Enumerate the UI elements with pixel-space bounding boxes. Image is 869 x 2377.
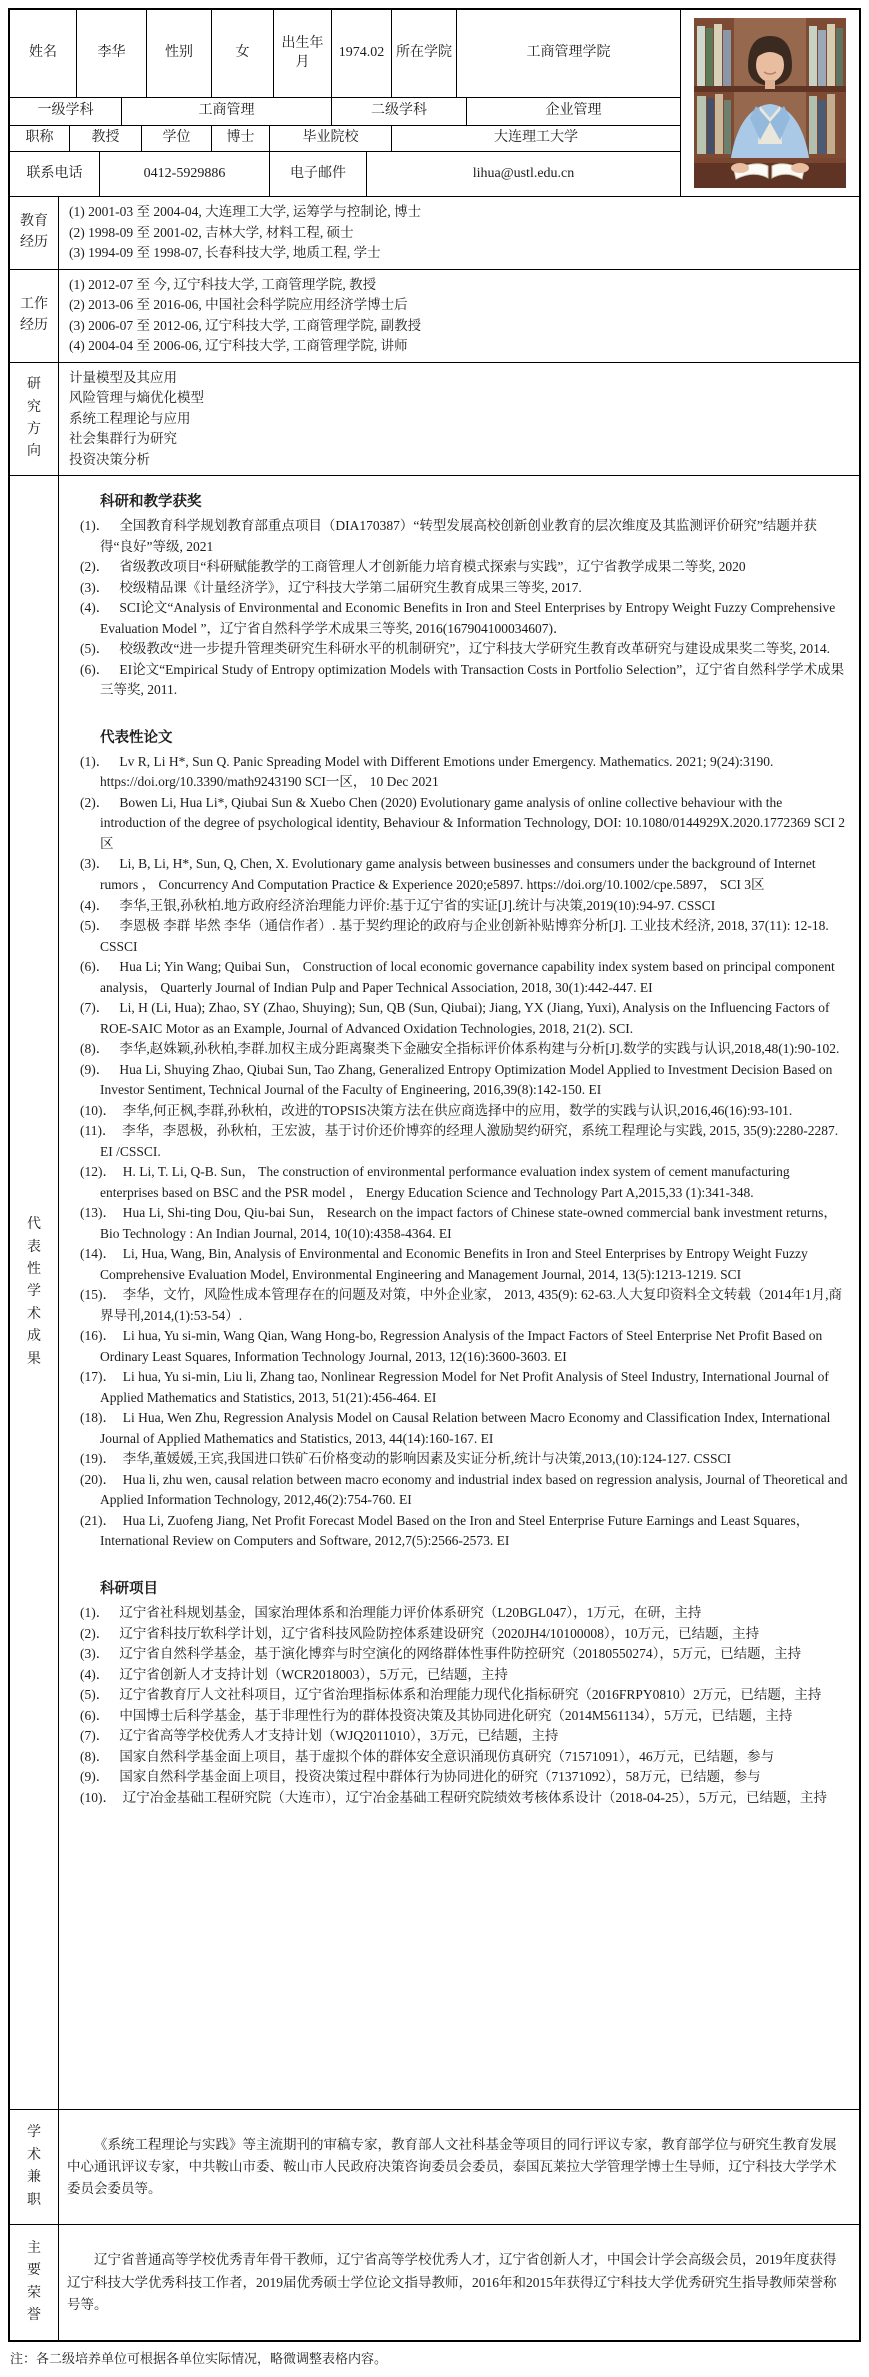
discipline1-value: 工商管理 xyxy=(122,98,332,125)
work-label-text: 工作经历 xyxy=(20,297,48,333)
row-identity xyxy=(10,10,680,98)
list-item: (4) 2004-04 至 2006-06, 辽宁科技大学, 工商管理学院, 讲师 xyxy=(69,338,408,354)
list-item: (10)． 李华,何正枫,李群,孙秋柏，改进的TOPSIS决策方法在供应商选择中的应用，数学的实践与认识,2016,46(16):93-101. xyxy=(80,1102,793,1118)
row-work xyxy=(10,270,859,363)
discipline2-label: 二级学科 xyxy=(332,98,467,125)
row-disciplines xyxy=(10,98,680,126)
research-list xyxy=(59,363,859,476)
list-item: (8)． 李华,赵姝颖,孙秋柏,李群.加权主成分距离聚类下金融安全指标评价体系构建与分析[J].数学的实践与认识,2018,48(1):90-102. xyxy=(80,1041,840,1057)
list-item: (7)． Li, H (Li, Hua); Zhao, SY (Zhao, Shuying); Sun, QB (Sun, Qiubai); Jiang, YX (Jiang, Yuxi), Analysis on the Influencing Factors of ROE-SAIC Motor as an Example, Journal of Advanced Oxidation Technologies, 2018, 21(2). SCI. xyxy=(80,1000,830,1036)
list-item: (2) 1998-09 至 2001-02, 吉林大学, 材料工程, 硕士 xyxy=(69,224,354,240)
positions-label xyxy=(10,2110,59,2224)
gender-value: 女 xyxy=(212,10,274,97)
list-item: (16)． Li hua, Yu si-min, Wang Qian, Wang Hong-bo, Regression Analysis of the Impact Factors of Steel Enterprise Net Profit Based on Ordinary Least Squares, Information Technology Journal, 2013, 12(16):3600-3603. EI xyxy=(80,1328,823,1364)
projects-list xyxy=(67,1603,849,1808)
list-item: (1)． Lv R, Li H*, Sun Q. Panic Spreading Model with Different Emotions under Emergency. Mathematics. 2021; 9(24):3190. https://doi.org/10.3390/math9243190 SCI一区， 10 Dec 2021 xyxy=(80,753,774,790)
honors-text: 辽宁省普通高等学校优秀青年骨干教师，辽宁省高等学校优秀人才，辽宁省创新人才，中国会计学会高级会员，2019年度获得辽宁科技大学优秀科技工作者，2019届优秀硕士学位论文指导教师，2016年和2015年获得辽宁科技大学优秀研究生指导教师荣誉称号等。 xyxy=(67,2252,837,2312)
list-item: (3)． Li, B, Li, H*, Sun, Q, Chen, X. Evolutionary game analysis between businesses and consumers under the background of Internet rumors ， Concurrency And Computation Practice & Experience 2020;e5897. https://doi.org/10.1002/cpe.5897， SCI 3区 xyxy=(80,856,816,892)
work-list xyxy=(59,270,859,362)
education-label-text: 教育经历 xyxy=(20,214,48,250)
name-value: 李华 xyxy=(77,10,147,97)
title-value: 教授 xyxy=(70,126,142,151)
gender-label: 性别 xyxy=(147,10,212,97)
college-value: 工商管理学院 xyxy=(526,45,611,61)
achievements-label-text: 代表性学术成果 xyxy=(27,1217,41,1367)
list-item: (9)． 国家自然科学基金面上项目，投资决策过程中群体行为协同进化的研究（71371092），58万元，已结题，参与 xyxy=(80,1769,761,1785)
list-item: (20)． Hua li, zhu wen, causal relation between macro economy and industrial index based on regression analysis, Journal of Theoretical and Applied Information Technology, 2012,46(2):754-760. EI xyxy=(80,1471,848,1508)
list-item: (1) 2001-03 至 2004-04, 大连理工大学, 运筹学与控制论, 博士 xyxy=(69,204,422,219)
degree-value: 博士 xyxy=(212,126,270,151)
positions-content xyxy=(59,2110,859,2224)
row-education xyxy=(10,197,859,270)
profile-photo xyxy=(680,10,859,196)
list-item: (2)． 辽宁省科技厅软科学计划，辽宁省科技风险防控体系建设研究（2020JH4/10100008），10万元，已结题，主持 xyxy=(80,1625,760,1641)
list-item: (4)． SCI论文“Analysis of Environmental and Economic Benefits in Iron and Steel Enterprises by Entropy Weight Fuzzy Comprehensive Evaluation Model ”，辽宁省自然科学学术成果三等奖, 2016(167904100034607)． xyxy=(80,600,836,636)
education-list xyxy=(59,197,859,269)
row-title-degree xyxy=(10,126,680,152)
list-item: (3) 1994-09 至 1998-07, 长春科技大学, 地质工程, 学士 xyxy=(69,245,381,261)
list-item: (8)． 国家自然科学基金面上项目，基于虚拟个体的群体安全意识涌现仿真研究（71571091），46万元，已结题，参与 xyxy=(80,1748,775,1764)
birth-label: 出生年月 xyxy=(274,10,332,97)
basic-info-block xyxy=(10,10,859,197)
row-positions xyxy=(10,2110,859,2225)
work-label xyxy=(10,270,59,362)
list-item: (6)． EI论文“Empirical Study of Entropy optimization Models with Transaction Costs in Portfolio Selection”，辽宁省自然科学学术成果三等奖, 2011. xyxy=(80,661,845,698)
research-label-text: 研究方向 xyxy=(27,377,41,460)
list-item: (13)． Hua Li, Shi-ting Dou, Qiu-bai Sun， Research on the impact factors of Chinese state-owned commercial bank investment returns， Bio Technology : An Indian Journal, 2014, 10(10):4358-4364. EI xyxy=(80,1205,837,1241)
papers-list xyxy=(67,752,849,1552)
honors-label-text: 主要荣誉 xyxy=(27,2240,41,2324)
row-honors xyxy=(10,2225,859,2340)
phone-value: 0412-5929886 xyxy=(100,152,270,196)
name-label: 姓名 xyxy=(10,10,77,97)
list-item: (1)． 全国教育科学规划教育部重点项目（DIA170387）“转型发展高校创新创业教育的层次维度及其监测评价研究”结题并获得“良好”等级, 2021 xyxy=(80,518,817,554)
list-item: (12)． H. Li, T. Li, Q-B. Sun， The construction of environmental performance evaluation index system of cement manufacturing enterprises based on BSC and the PSR model ， Energy Education Science and Technology Part A,2015,33 (1):341-348. xyxy=(80,1164,790,1200)
education-label xyxy=(10,197,59,269)
discipline1-label: 一级学科 xyxy=(10,98,122,125)
list-item: (2)． Bowen Li, Hua Li*, Qiubai Sun & Xuebo Chen (2020) Evolutionary game analysis of online collective behaviour with the introduction of the degree of psychological identity, Behaviour & Information Technology, DOI: 10.1080/0144929X.2020.1772369 SCI 2区 xyxy=(80,794,846,851)
list-item: (10)． 辽宁冶金基础工程研究院（大连市），辽宁冶金基础工程研究院绩效考核体系设计（2018-04-25），5万元，已结题，主持 xyxy=(80,1789,827,1805)
list-item: (21)． Hua Li, Zuofeng Jiang, Net Profit Forecast Model Based on the Iron and Steel Enterprise Future Earnings and Least Squares， International Review on Computers and Software, 2012,7(5):2566-2573. EI xyxy=(80,1512,810,1549)
list-item: (19)． 李华,董媛媛,王宾,我国进口铁矿石价格变动的影响因素及实证分析,统计与决策,2013,(10):124-127. CSSCI xyxy=(80,1451,731,1467)
row-achievements xyxy=(10,476,859,2110)
list-item: (18)． Li Hua, Wen Zhu, Regression Analysis Model on Causal Relation between Macro Economy and Classification Index, International Journal of Applied Mathematics and Statistics, 2013, 44(14):160-167. EI xyxy=(80,1410,831,1446)
list-item: (11)． 李华，李恩极，孙秋柏，王宏波，基于讨价还价博弈的经理人激励契约研究，系统工程理论与实践, 2015, 35(9):2280-2287. EI /CSSCI. xyxy=(80,1123,839,1159)
list-item: (5)． 李恩极 李群 毕然 李华（通信作者）. 基于契约理论的政府与企业创新补贴博弈分析[J]. 工业技术经济, 2018, 37(11): 12-18. CSSCI xyxy=(80,918,829,954)
discipline2-value: 企业管理 xyxy=(545,103,602,119)
list-item: (15)． 李华，文竹，风险性成本管理存在的问题及对策，中外企业家， 2013, 435(9): 62-63.人大复印资料全文转载（2014年1月,商界导刊,2014,(1):53-54）. xyxy=(80,1287,842,1323)
birth-value: 1974.02 xyxy=(332,10,392,97)
achievements-content xyxy=(59,476,859,2109)
email-value: lihua@ustl.edu.cn xyxy=(472,165,575,181)
honors-label xyxy=(10,2225,59,2340)
email-label: 电子邮件 xyxy=(270,152,367,196)
list-item: 计量模型及其应用 xyxy=(69,369,177,385)
list-item: (4)． 辽宁省创新人才支持计划（WCR2018003），5万元，已结题，主持 xyxy=(80,1666,508,1682)
row-research xyxy=(10,363,859,477)
list-item: (14)． Li, Hua, Wang, Bin, Analysis of Environmental and Economic Benefits in Iron and Steel Enterprises by Entropy Weight Fuzzy Comprehensive Evaluation Model, Environmental Engineering and Management Journal, 2014, 13(5):1213-1219. SCI xyxy=(80,1246,808,1282)
title-label: 职称 xyxy=(10,126,70,151)
awards-section-title: 科研和教学获奖 xyxy=(100,494,202,511)
list-item: (5)． 校级教改“进一步提升管理类研究生科研水平的机制研究”，辽宁科技大学研究生教育改革研究与建设成果奖二等奖, 2014. xyxy=(80,641,830,657)
list-item: 风险管理与熵优化模型 xyxy=(69,390,204,406)
alma-value: 大连理工大学 xyxy=(494,130,578,146)
list-item: 社会集群行为研究 xyxy=(69,431,177,447)
list-item: (2) 2013-06 至 2016-06, 中国社会科学院应用经济学博士后 xyxy=(69,297,408,313)
positions-label-text: 学术兼职 xyxy=(27,2125,41,2208)
college-label: 所在学院 xyxy=(392,10,457,97)
list-item: (3) 2006-07 至 2012-06, 辽宁科技大学, 工商管理学院, 副教授 xyxy=(69,317,422,333)
basic-info-rows xyxy=(10,10,680,196)
cv-page xyxy=(8,0,861,2377)
footnote: 注：各二级培养单位可根据各单位实际情况，略微调整表格内容。 xyxy=(10,2351,388,2367)
achievements-label xyxy=(10,476,59,2109)
papers-section-title: 代表性论文 xyxy=(100,729,173,746)
degree-label: 学位 xyxy=(142,126,212,151)
awards-list xyxy=(67,516,849,701)
list-item: (3)． 辽宁省自然科学基金，基于演化博弈与时空演化的网络群体性事件防控研究（20180550274），5万元，已结题，主持 xyxy=(80,1646,802,1662)
list-item: (9)． Hua Li, Shuying Zhao, Qiubai Sun, Tao Zhang, Generalized Entropy Optimization Model Applied to Investment Decision Based on Investor Sentiment, Technical Journal of the Faculty of Engineering, 2016,39(8):142-150. EI xyxy=(80,1061,833,1098)
list-item: (3)． 校级精品课《计量经济学》，辽宁科技大学第二届研究生教育成果三等奖, 2017. xyxy=(80,579,582,595)
list-item: (1) 2012-07 至 今, 辽宁科技大学, 工商管理学院, 教授 xyxy=(69,276,377,292)
research-label xyxy=(10,363,59,476)
list-item: (6)． 中国博士后科学基金，基于非理性行为的群体投资决策及其协同进化研究（2014M561134），5万元，已结题，主持 xyxy=(80,1707,793,1723)
list-item: (1)． 辽宁省社科规划基金，国家治理体系和治理能力评价体系研究（L20BGL047），1万元，在研，主持 xyxy=(80,1605,702,1621)
list-item: (4)． 李华,王银,孙秋柏.地方政府经济治理能力评价:基于辽宁省的实证[J].统计与决策,2019(10):94-97. CSSCI xyxy=(80,897,716,913)
list-item: (5)． 辽宁省教育厅人文社科项目，辽宁省治理指标体系和治理能力现代化指标研究（2016FRPY0810）2万元，已结题，主持 xyxy=(80,1687,822,1703)
profile-photo-graphic xyxy=(694,18,846,188)
list-item: (7)． 辽宁省高等学校优秀人才支持计划（WJQ2011010），3万元，已结题，主持 xyxy=(80,1728,559,1744)
list-item: (6)． Hua Li; Yin Wang; Quibai Sun， Construction of local economic governance capability index system based on principal component analysis， Quarterly Journal of Indian Pulp and Paper Technical Association, 2018, 30(1):442-447. EI xyxy=(80,959,835,995)
alma-label: 毕业院校 xyxy=(270,126,392,151)
phone-label: 联系电话 xyxy=(10,152,100,196)
list-item: (17)． Li hua, Yu si-min, Liu li, Zhang tao, Nonlinear Regression Model for Net Profit Analysis of Steel Industry, International Journal of Applied Mathematics and Statistics, 2013, 51(21):456-464. EI xyxy=(80,1369,829,1405)
projects-section-title: 科研项目 xyxy=(100,1581,158,1597)
row-contact xyxy=(10,152,680,196)
honors-content xyxy=(59,2225,859,2340)
list-item: 系统工程理论与应用 xyxy=(69,410,191,426)
cv-table xyxy=(8,8,861,2342)
list-item: (2)． 省级教改项目“科研赋能教学的工商管理人才创新能力培育模式探索与实践”，辽宁省教学成果二等奖, 2020 xyxy=(80,559,746,575)
positions-text: 《系统工程理论与实践》等主流期刊的审稿专家，教育部人文社科基金等项目的同行评议专家，教育部学位与研究生教育发展中心通讯评议专家，中共鞍山市委、鞍山市人民政府决策咨询委员会委员，泰国瓦莱拉大学管理学博士生导师，辽宁科技大学学术委员会委员等。 xyxy=(67,2136,837,2197)
list-item: 投资决策分析 xyxy=(69,451,150,467)
